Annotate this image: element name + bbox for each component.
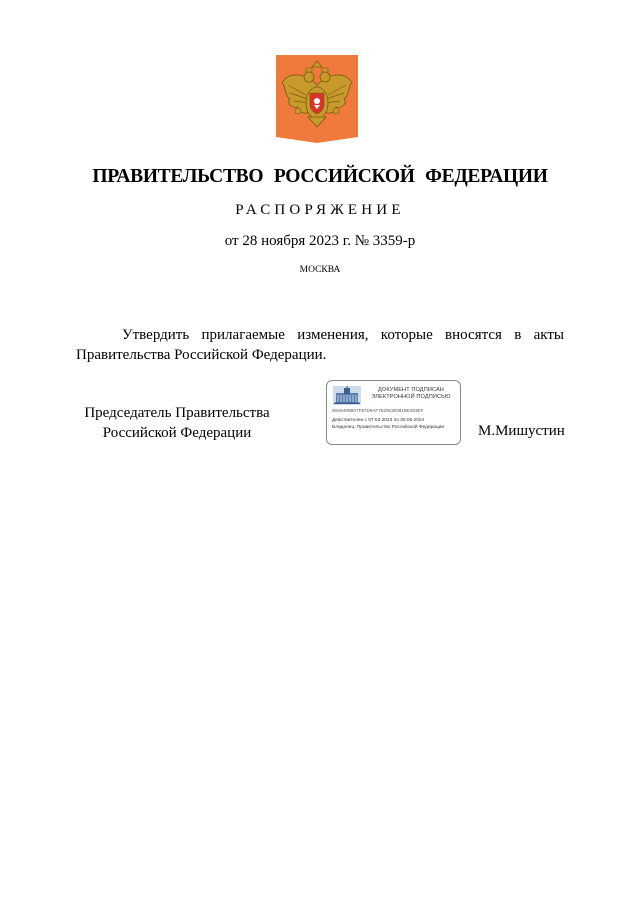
coat-of-arms-emblem [276, 55, 358, 143]
stamp-validity: Действителен с 07.03.2023 по 30.05.2024 [332, 418, 425, 423]
stamp-title-line2: ЭЛЕКТРОННОЙ ПОДПИСЬЮ [371, 394, 451, 400]
e-signature-stamp [326, 380, 461, 445]
signer-position [72, 403, 282, 443]
city: МОСКВА [299, 265, 341, 275]
date-and-number: от 28 ноября 2023 г. № 3359-р [224, 233, 416, 249]
stamp-owner: Владелец: Правительство Российской Федерации [332, 425, 445, 430]
signer-position-line1: Председатель Правительства [84, 405, 270, 421]
signer-position-line2: Российской Федерации [102, 425, 252, 441]
stamp-serial: 00A6490B07F67D9AF7E29CBD91BE303EF [332, 408, 424, 413]
order-text: Утвердить прилагаемые изменения, которые вносятся в акты Правительства Российской Федерации. [76, 327, 564, 363]
coat-of-arms-icon [276, 55, 358, 143]
government-building-icon [333, 386, 361, 405]
signer-name: М.Мишустин [478, 423, 565, 439]
organization-title: ПРАВИТЕЛЬСТВО РОССИЙСКОЙ ФЕДЕРАЦИИ [92, 166, 548, 187]
stamp-title [363, 387, 459, 401]
stamp-title-line1: ДОКУМЕНТ ПОДПИСАН [378, 387, 444, 393]
document-type: РАСПОРЯЖЕНИЕ [235, 202, 405, 218]
